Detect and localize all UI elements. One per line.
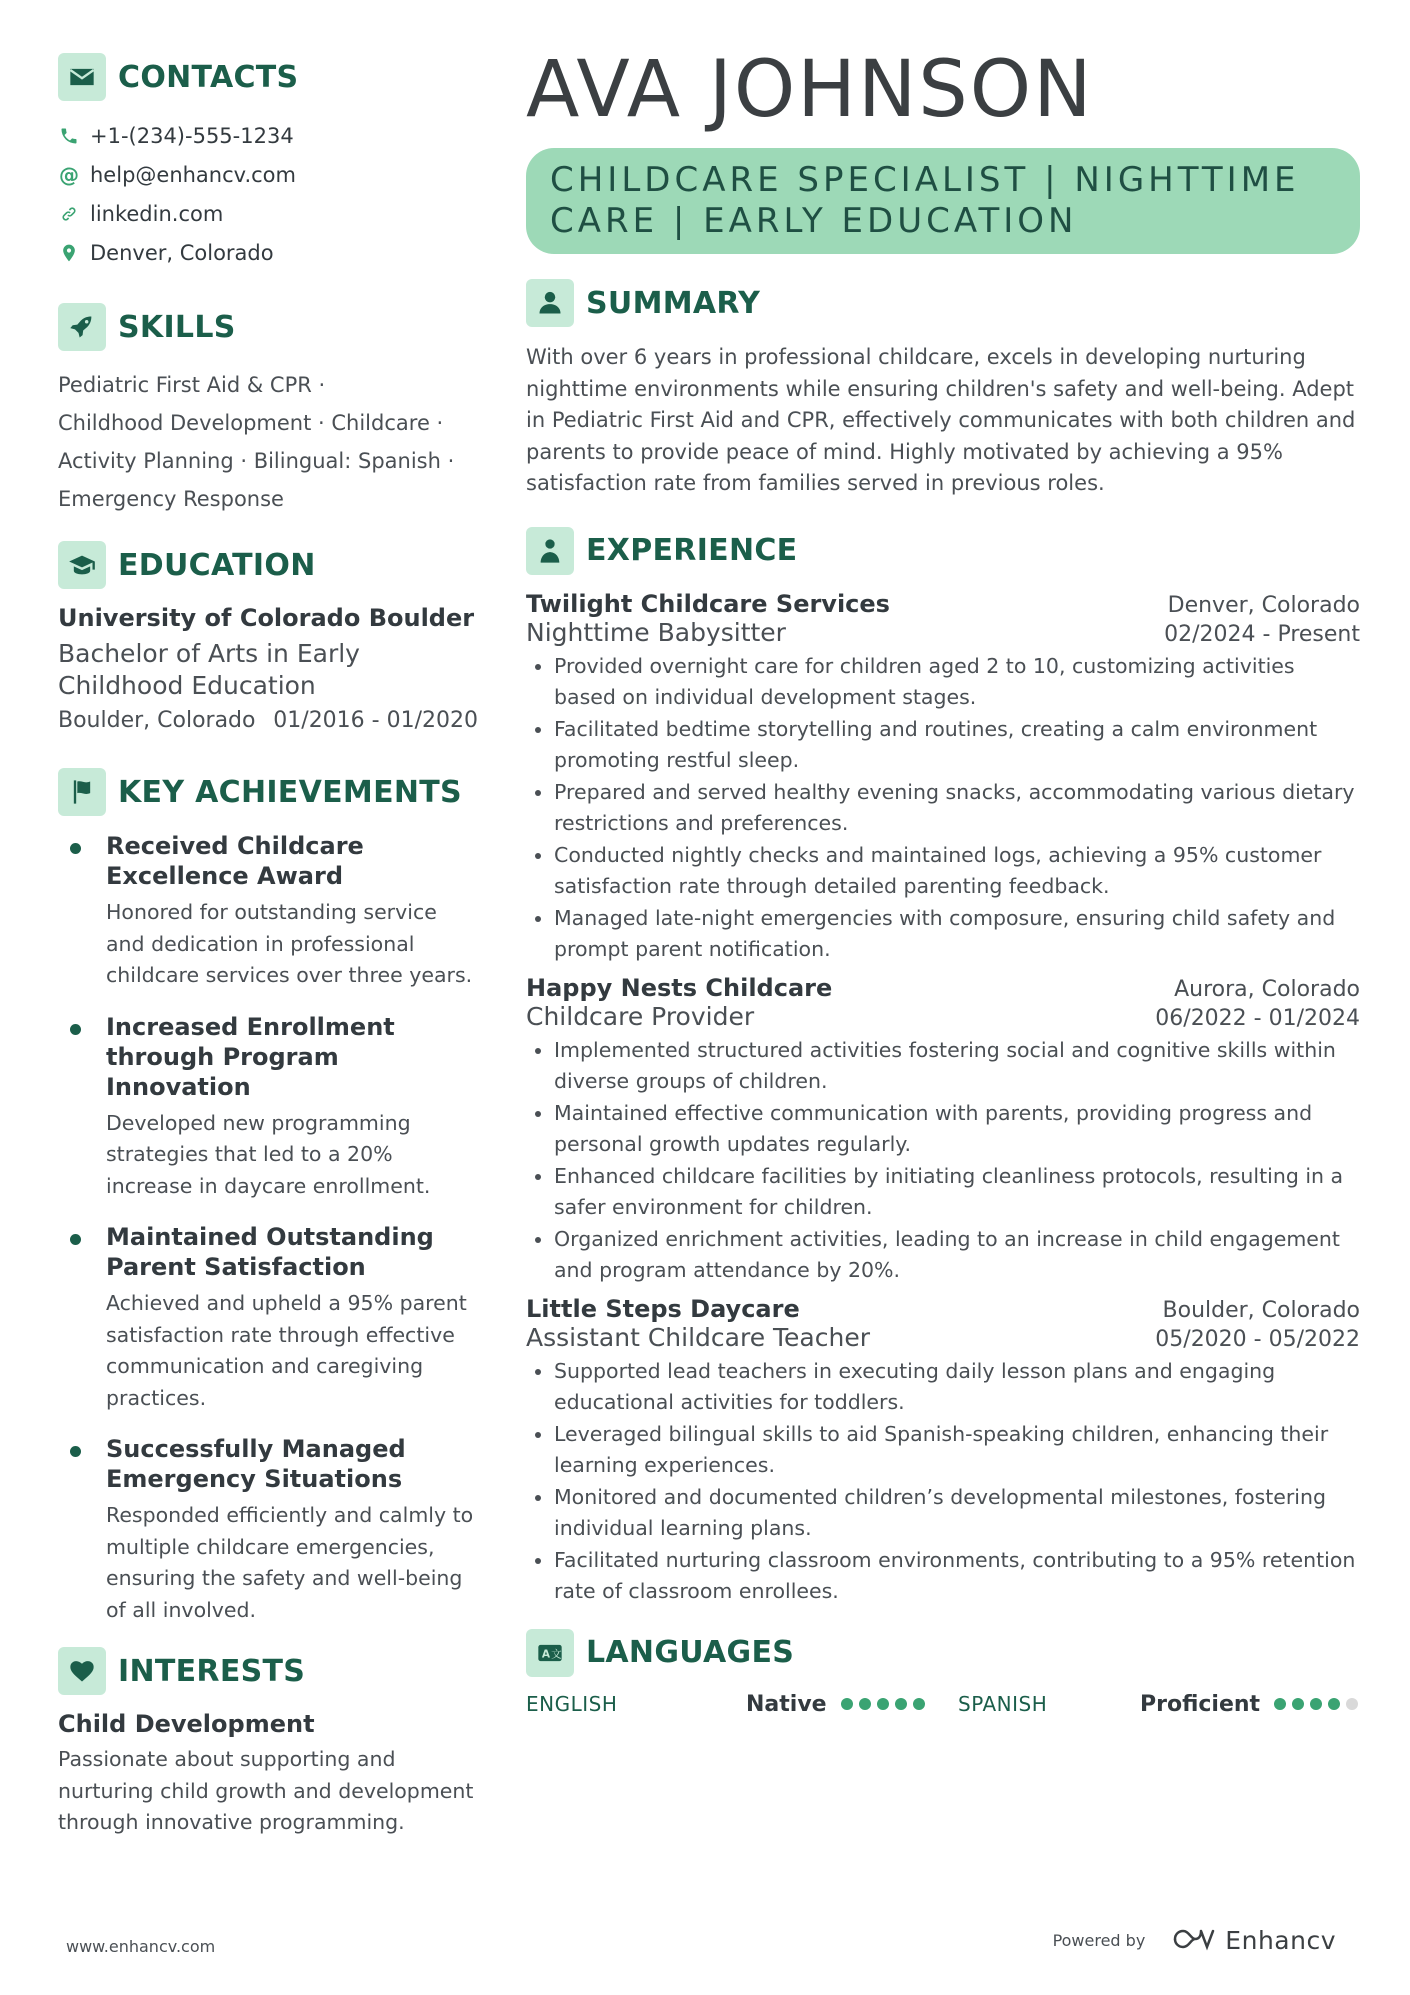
job-bullet: • Supported lead teachers in executing daily lesson plans and engaging educational activities for toddlers. (554, 1356, 1360, 1419)
job-bullet: • Implemented structured activities fostering social and cognitive skills within diverse groups of children. (554, 1035, 1360, 1098)
education-header (58, 540, 478, 590)
achievement-desc: Developed new programming strategies that led to a 20% increase in daycare enrollment. (106, 1110, 431, 1198)
contact-email[interactable] (58, 155, 478, 194)
job-dates: 06/2022 - 01/2024 (1155, 1005, 1360, 1031)
rocket-icon (58, 303, 106, 351)
phone-text: +1-(234)-555-1234 (90, 123, 294, 148)
summary-text: With over 6 years in professional childcare, excels in developing nurturing nighttime environments while ensuring children's safety and well-being. Adept in Pediatric First Aid and CPR, effectively communicates with both children and parents to provide peace of mind. Highly motivated by achieving a 95% satisfaction rate from families served in previous roles. (526, 345, 1356, 495)
achievement-item (58, 1012, 478, 1203)
rating-dot (841, 1698, 853, 1710)
svg-text:A: A (541, 1648, 550, 1661)
job-title-banner: CHILDCARE SPECIALIST | NIGHTTIME CARE | EARLY EDUCATION (526, 148, 1360, 254)
skills-header (58, 302, 478, 352)
contacts-header (58, 52, 478, 102)
achievement-title: Increased Enrollment through Program Innovation (106, 1012, 395, 1101)
summary-title: SUMMARY (586, 285, 761, 321)
bullet-dot (70, 843, 81, 854)
rating-dot (1274, 1698, 1286, 1710)
contacts-title: CONTACTS (118, 59, 299, 95)
interest-desc: Passionate about supporting and nurturing child growth and development through innovative programming. (58, 1747, 474, 1834)
rating-dot (895, 1698, 907, 1710)
linkedin-text: linkedin.com (90, 201, 224, 226)
skill-line: Childhood Development · Childcare · (58, 411, 444, 435)
education-entry (58, 604, 478, 733)
job-bullet: • Facilitated bedtime storytelling and routines, creating a calm environment promoting restful sleep. (554, 714, 1360, 777)
achievement-desc: Responded efficiently and calmly to multiple childcare emergencies, ensuring the safety and well-being of all involved. (106, 1503, 474, 1622)
interest-entry (58, 1710, 478, 1839)
language-item (958, 1692, 1358, 1717)
interests-title: INTERESTS (118, 1653, 306, 1689)
phone-icon (58, 125, 80, 147)
degree: Bachelor of Arts in Early Childhood Education (58, 639, 360, 700)
summary-header (526, 278, 1360, 328)
interest-name: Child Development (58, 1710, 315, 1738)
language-item (526, 1692, 926, 1717)
experience-title: EXPERIENCE (586, 533, 798, 568)
job-location: Denver, Colorado (1167, 592, 1360, 618)
heart-icon (58, 1647, 106, 1695)
bullet-dot (70, 1446, 81, 1457)
at-icon: @ (59, 162, 79, 187)
bullet-dot (70, 1234, 81, 1245)
company-name: Twilight Childcare Services (526, 589, 890, 618)
job-role: Assistant Childcare Teacher (526, 1322, 870, 1352)
brand-name: Enhancv (1225, 1926, 1336, 1955)
achievement-item (58, 1434, 478, 1626)
bullet-dot (70, 1024, 81, 1035)
languages-row (526, 1692, 1360, 1717)
rating-dot (859, 1698, 871, 1710)
achievement-item (58, 831, 478, 992)
svg-text:文: 文 (551, 1648, 562, 1661)
rating-dot (877, 1698, 889, 1710)
rating-dot (1328, 1698, 1340, 1710)
job-dates: 02/2024 - Present (1164, 621, 1360, 647)
job-role: Nighttime Babysitter (526, 617, 786, 647)
left-column (58, 52, 478, 1839)
education-title: EDUCATION (118, 547, 316, 583)
enhancv-logo-icon (1171, 1927, 1219, 1955)
education-dates: 01/2016 - 01/2020 (273, 708, 478, 733)
achievements-header (58, 767, 478, 817)
graduation-cap-icon (58, 541, 106, 589)
achievement-title: Successfully Managed Emergency Situations (106, 1435, 406, 1493)
job-bullet: • Conducted nightly checks and maintained logs, achieving a 95% customer satisfaction rate through detailed parenting feedback. (554, 840, 1360, 903)
contact-location (58, 233, 478, 272)
right-column (526, 44, 1360, 1717)
job-bullet: • Enhanced childcare facilities by initiating cleanliness protocols, resulting in a safer environment for children. (554, 1161, 1360, 1224)
job-bullet: • Monitored and documented children’s developmental milestones, fostering individual learning plans. (554, 1482, 1360, 1545)
achievements-title: KEY ACHIEVEMENTS (118, 774, 462, 810)
achievement-title: Maintained Outstanding Parent Satisfaction (106, 1223, 434, 1281)
company-name: Little Steps Daycare (526, 1294, 800, 1323)
languages-header (526, 1628, 1360, 1678)
job-location: Aurora, Colorado (1174, 976, 1360, 1002)
rating-dot (913, 1698, 925, 1710)
achievement-desc: Achieved and upheld a 95% parent satisfaction rate through effective communication and caregiving practices. (106, 1291, 467, 1410)
job-bullet: • Managed late-night emergencies with composure, ensuring child safety and prompt parent notification. (554, 903, 1360, 966)
school-name: University of Colorado Boulder (58, 604, 475, 632)
contact-linkedin[interactable] (58, 194, 478, 233)
job-bullets (526, 1035, 1360, 1287)
language-level: Proficient (1140, 1691, 1261, 1717)
interests-header (58, 1646, 478, 1696)
language-name: ENGLISH (526, 1692, 618, 1716)
achievement-item (58, 1222, 478, 1414)
job-dates: 05/2020 - 05/2022 (1155, 1326, 1360, 1352)
footer-brand[interactable] (1053, 1926, 1336, 1955)
skill-line: Activity Planning · Bilingual: Spanish · (58, 449, 455, 473)
languages-title: LANGUAGES (586, 1635, 795, 1670)
language-rating (841, 1698, 925, 1710)
job-bullet: • Provided overnight care for children aged 2 to 10, customizing activities based on individual development stages. (554, 651, 1360, 714)
skill-line: Emergency Response (58, 487, 284, 511)
achievement-title: Received Childcare Excellence Award (106, 832, 364, 890)
education-location: Boulder, Colorado (58, 708, 256, 733)
person-icon (526, 279, 574, 327)
job-bullets (526, 651, 1360, 966)
briefcase-person-icon (526, 527, 574, 575)
skills-title: SKILLS (118, 309, 236, 345)
candidate-name: AVA JOHNSON (526, 45, 1094, 135)
location-text: Denver, Colorado (90, 240, 274, 265)
translate-icon (526, 1629, 574, 1677)
language-rating (1274, 1698, 1358, 1710)
email-text: help@enhancv.com (90, 162, 296, 187)
job-bullet: • Organized enrichment activities, leading to an increase in child engagement and program attendance by 20%. (554, 1224, 1360, 1287)
job-location: Boulder, Colorado (1162, 1297, 1360, 1323)
footer-website[interactable]: www.enhancv.com (66, 1937, 216, 1956)
envelope-icon (58, 53, 106, 101)
achievement-desc: Honored for outstanding service and dedication in professional childcare services over three years. (106, 900, 473, 987)
link-icon (58, 203, 80, 225)
contact-phone[interactable] (58, 116, 478, 155)
rating-dot (1310, 1698, 1322, 1710)
job-role: Childcare Provider (526, 1001, 755, 1031)
skills-list (58, 366, 478, 518)
job-bullet: • Leveraged bilingual skills to aid Spanish-speaking children, enhancing their learning experiences. (554, 1419, 1360, 1482)
flag-icon (58, 768, 106, 816)
rating-dot (1292, 1698, 1304, 1710)
job-entry (526, 590, 1360, 966)
company-name: Happy Nests Childcare (526, 973, 833, 1002)
rating-dot (1346, 1698, 1358, 1710)
job-entry (526, 1295, 1360, 1608)
job-bullet: • Facilitated nurturing classroom environments, contributing to a 95% retention rate of classroom enrollees. (554, 1545, 1360, 1608)
language-name: SPANISH (958, 1692, 1048, 1716)
achievements-list (58, 831, 478, 1626)
job-bullets (526, 1356, 1360, 1608)
job-entry (526, 974, 1360, 1287)
location-pin-icon (58, 242, 80, 264)
language-level: Native (746, 1691, 827, 1717)
job-bullet: • Maintained effective communication with parents, providing progress and personal growth updates regularly. (554, 1098, 1360, 1161)
skill-line: Pediatric First Aid & CPR · (58, 373, 326, 397)
job-bullet: • Prepared and served healthy evening snacks, accommodating various dietary restrictions and preferences. (554, 777, 1360, 840)
experience-header (526, 526, 1360, 576)
powered-by-label: Powered by (1052, 1931, 1146, 1950)
